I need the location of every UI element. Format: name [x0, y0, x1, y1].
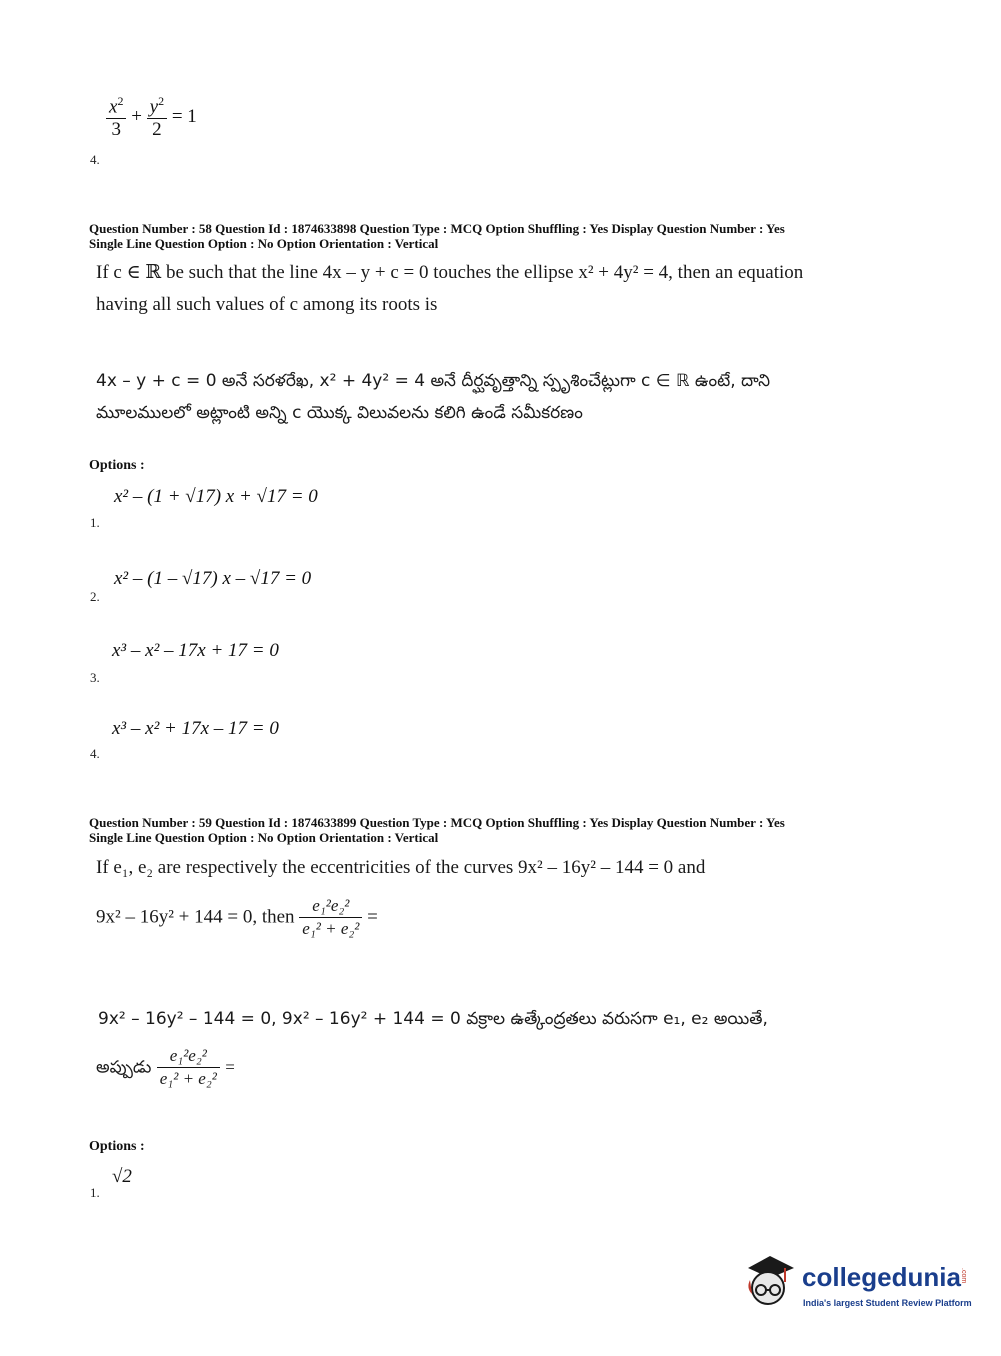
q58-meta-line1: Question Number : 58 Question Id : 1874633898 Question Type : MCQ Option Shuffling : Yes Display Question Number : Yes — [89, 221, 785, 236]
q59-option-1-equation[interactable]: √2 — [112, 1166, 132, 1187]
q59-fraction — [299, 895, 362, 940]
q59-telugu-line2-prefix: అప్పుడు — [96, 1057, 152, 1078]
q59-telugu-fraction — [157, 1045, 220, 1090]
q58-option-3-equation[interactable]: x³ – x² – 17x + 17 = 0 — [112, 640, 279, 661]
q59-option-1-number: 1. — [90, 1185, 100, 1200]
q58-english-line2: having all such values of c among its roots is — [96, 294, 438, 315]
q58-meta-line2: Single Line Question Option : No Option Orientation : Vertical — [89, 236, 439, 251]
q58-options-label: Options : — [89, 458, 145, 473]
q58-option-4-equation[interactable]: x³ – x² + 17x – 17 = 0 — [112, 718, 279, 739]
q58-option-2-equation[interactable]: x² – (1 – √17) x – √17 = 0 — [114, 568, 312, 589]
q58-option-1-number: 1. — [90, 515, 100, 530]
q59-telugu-fraction-denominator: e₁² + e₂² — [159, 1069, 217, 1088]
q59-meta-line2: Single Line Question Option : No Option Orientation : Vertical — [89, 830, 439, 845]
logo-tagline: India's largest Student Review Platform — [803, 1298, 972, 1308]
prev-option-4-equation: $\frac{x^2}{3}$ + $\frac{y^2}{2}$ = 1 — [106, 94, 197, 141]
q58-telugu-line2: మూలములలో అట్లాంటి అన్ని c యొక్క విలువలను కలిగి ఉండే సమీకరణం — [96, 403, 583, 423]
q58-english-text — [96, 257, 886, 321]
q58-telugu-text — [96, 365, 886, 429]
q59-telugu-line1: 9x² – 16y² – 144 = 0, 9x² – 16y² + 144 = 0 వక్రాల ఉత్కేంద్రతలు వరుసగా e₁, e₂ అయితే, — [98, 1009, 768, 1029]
q58-option-2-number: 2. — [90, 589, 100, 604]
q58-telugu-line1: 4x – y + c = 0 అనే సరళరేఖ, x² + 4y² = 4 అనే దీర్ఘవృత్తాన్ని స్పృశించేట్లుగా c ∈ ℝ ఉంటే, దాని — [96, 371, 771, 391]
q59-equals: = — [367, 906, 378, 928]
q59-meta-line1: Question Number : 59 Question Id : 1874633899 Question Type : MCQ Option Shuffling : Yes Display Question Number : Yes — [89, 815, 785, 830]
q59-telugu-line2 — [96, 1045, 235, 1090]
q59-fraction-denominator: e₁² + e₂² — [302, 919, 360, 938]
q59-english-line2-prefix: 9x² – 16y² + 144 = 0, then — [96, 906, 295, 928]
q58-english-line1: If c ∈ ℝ be such that the line 4x – y + c = 0 touches the ellipse x² + 4y² = 4, then an equation — [96, 262, 804, 283]
q59-english-line1: If e₁, e₂ are respectively the eccentricities of the curves 9x² – 16y² – 144 = 0 and — [96, 857, 706, 878]
mascot-icon — [740, 1254, 798, 1312]
q59-telugu-fraction-numerator: e₁²e₂² — [157, 1045, 220, 1068]
collegedunia-logo — [740, 1250, 970, 1316]
q58-option-3-number: 3. — [90, 670, 100, 685]
prev-option-4-number: 4. — [90, 152, 100, 167]
logo-dotcom: .com — [960, 1268, 967, 1284]
q58-option-1-equation[interactable]: x² – (1 + √17) x + √17 = 0 — [114, 486, 318, 507]
q58-option-4-number: 4. — [90, 746, 100, 761]
logo-brand: collegedunia — [802, 1262, 961, 1292]
q59-english-line2 — [96, 895, 378, 940]
q59-telugu-equals: = — [225, 1057, 235, 1077]
q59-fraction-numerator: e₁²e₂² — [299, 895, 362, 918]
q59-options-label: Options : — [89, 1139, 145, 1154]
